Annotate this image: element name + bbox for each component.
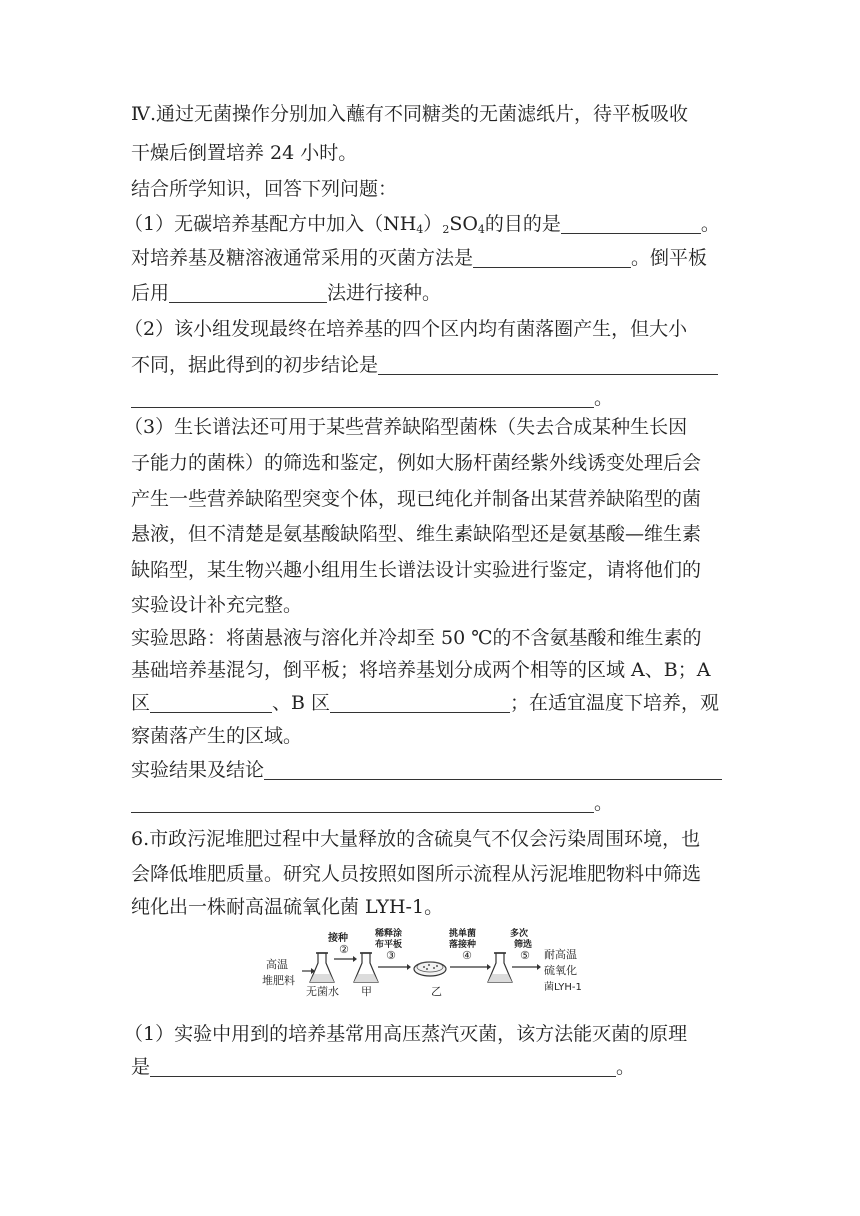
- paragraph-step-iv-line1: Ⅳ.通过无菌操作分别加入蘸有不同糖类的无菌滤纸片，待平板吸收: [131, 103, 689, 125]
- question-3-line5: 缺陷型，某生物兴趣小组用生长谱法设计实验进行鉴定，请将他们的: [131, 559, 702, 581]
- question-6-line2: 会降低堆肥质量。研究人员按照如图所示流程从污泥堆肥物料中筛选: [131, 863, 702, 885]
- subscript-4b: 4: [477, 223, 485, 236]
- question-1-text-b: ）: [423, 213, 443, 235]
- result-label-3: 菌LYH-1: [544, 982, 582, 993]
- question-3-line9-text-b: 、B 区: [272, 692, 331, 714]
- answer-blank-sterilization[interactable]: [473, 247, 631, 268]
- question-2-end: 。: [594, 387, 614, 409]
- question-2-line2: [131, 352, 718, 378]
- question-3-line10: 察菌落产生的区域。: [131, 725, 303, 747]
- question-intro: 结合所学知识，回答下列问题：: [131, 178, 398, 200]
- flow-source-label-1: 高温: [266, 958, 288, 971]
- answer-blank-principle[interactable]: [150, 1056, 616, 1077]
- question-3-line8: 基础培养基混匀，倒平板；将培养基划分成两个相等的区域 A、B；A: [131, 659, 711, 681]
- step-3-label-1: 稀释涂: [375, 929, 403, 939]
- step-3-label-2: 布平板: [375, 940, 403, 950]
- flow-source-label-2: 堆肥料: [262, 974, 295, 987]
- flask-1-label: 无菌水: [306, 985, 339, 997]
- question-3-end: 。: [594, 792, 614, 814]
- petri-dish-icon: [414, 962, 446, 976]
- answer-blank-inoculation[interactable]: [169, 282, 327, 303]
- subscript-2: 2: [442, 223, 450, 236]
- paragraph-step-iv-line2: 干燥后倒置培养 24 小时。: [131, 142, 358, 164]
- question-3-line9-text-a: 区: [131, 692, 151, 714]
- question-3-line4: 悬液，但不清楚是氨基酸缺陷型、维生素缺陷型还是氨基酸—维生素: [131, 523, 702, 545]
- answer-blank-results-cont[interactable]: [131, 792, 594, 813]
- question-1-end: 。: [700, 213, 720, 235]
- question-3-line3: 产生一些营养缺陷型突变个体，现已纯化并制备出某营养缺陷型的菌: [131, 488, 702, 510]
- answer-blank-results[interactable]: [264, 759, 722, 780]
- screening-flow-diagram: [258, 922, 618, 997]
- flask-3-icon: [488, 953, 512, 982]
- question-2-line1: （2）该小组发现最终在培养基的四个区内均有菌落圈产生，但大小: [124, 318, 688, 340]
- flow-arrow-3-head: [407, 964, 411, 970]
- question-6-line1: 6.市政污泥堆肥过程中大量释放的含硫臭气不仅会污染周围环境，也: [131, 828, 701, 850]
- question-3-line1: （3）生长谱法还可用于某些营养缺陷型菌株（失去合成某种生长因: [124, 416, 688, 438]
- flask-2-label: 甲: [361, 985, 372, 997]
- step-3-number: ③: [386, 949, 396, 962]
- step-4-label-1: 挑单菌: [449, 929, 477, 939]
- question-1-line1: [124, 211, 720, 243]
- question-6-line3: 纯化出一株耐高温硫氧化菌 LYH-1。: [131, 896, 444, 918]
- question-1-line2-end: 。倒平板: [631, 247, 708, 269]
- answer-blank-conclusion[interactable]: [378, 354, 718, 375]
- question-3-results-label: 实验结果及结论: [131, 759, 265, 781]
- question-6-1-end: 。: [616, 1056, 636, 1078]
- question-6-1-line2: [131, 1054, 635, 1080]
- question-1-line3-text: 后用: [131, 282, 170, 304]
- question-2-line3: [131, 385, 613, 411]
- question-3-line6: 实验设计补充完整。: [131, 594, 303, 616]
- flow-arrow-4-head: [487, 964, 491, 970]
- flask-sterile-water-icon: [310, 953, 334, 982]
- step-5-label-2: 筛选: [514, 940, 533, 950]
- question-1-text-d: 的目的是: [484, 213, 561, 235]
- question-2-line2-text: 不同，据此得到的初步结论是: [131, 354, 379, 376]
- result-label-1: 耐高温: [544, 948, 577, 961]
- result-label-2: 硫氧化: [544, 964, 577, 977]
- question-3-line9: [131, 690, 719, 716]
- answer-blank-zone-b[interactable]: [330, 692, 510, 713]
- question-6-1-line2-text: 是: [131, 1056, 151, 1078]
- step-4-label-2: 落接种: [449, 940, 477, 950]
- question-3-line11: [131, 757, 722, 783]
- answer-blank-conclusion-cont[interactable]: [131, 387, 594, 408]
- plate-label: 乙: [431, 985, 442, 997]
- question-1-line3: [131, 280, 441, 306]
- step-5-number: ⑤: [520, 949, 530, 962]
- question-3-line2: 子能力的菌株）的筛选和鉴定，例如大肠杆菌经紫外线诱变处理后会: [131, 452, 702, 474]
- answer-blank-purpose[interactable]: [561, 213, 701, 234]
- answer-blank-zone-a[interactable]: [150, 692, 272, 713]
- subscript-4: 4: [416, 223, 424, 236]
- flow-arrow-2-head: [353, 956, 357, 962]
- step-2-label: 接种: [328, 933, 348, 944]
- step-5-label-1: 多次: [510, 929, 529, 939]
- question-6-1-line1: （1）实验中用到的培养基常用高压蒸汽灭菌，该方法能灭菌的原理: [124, 1023, 688, 1045]
- question-1-line3-end: 法进行接种。: [327, 282, 442, 304]
- step-2-number: ②: [339, 943, 349, 956]
- question-3-line12: [131, 790, 613, 816]
- question-3-line9-text-c: ；在适宜温度下培养，观: [510, 692, 720, 714]
- question-1-line2: [131, 245, 707, 271]
- question-1-text-a: （1）无碳培养基配方中加入（NH: [124, 213, 417, 235]
- question-1-line2-text: 对培养基及糖溶液通常采用的灭菌方法是: [131, 247, 474, 269]
- step-4-number: ④: [462, 949, 472, 962]
- question-3-line7: 实验思路：将菌悬液与溶化并冷却至 50 ℃的不含氨基酸和维生素的: [131, 627, 702, 649]
- flow-arrow-5-head: [537, 964, 541, 970]
- flask-jia-icon: [354, 953, 378, 982]
- question-1-text-c: SO: [449, 213, 478, 235]
